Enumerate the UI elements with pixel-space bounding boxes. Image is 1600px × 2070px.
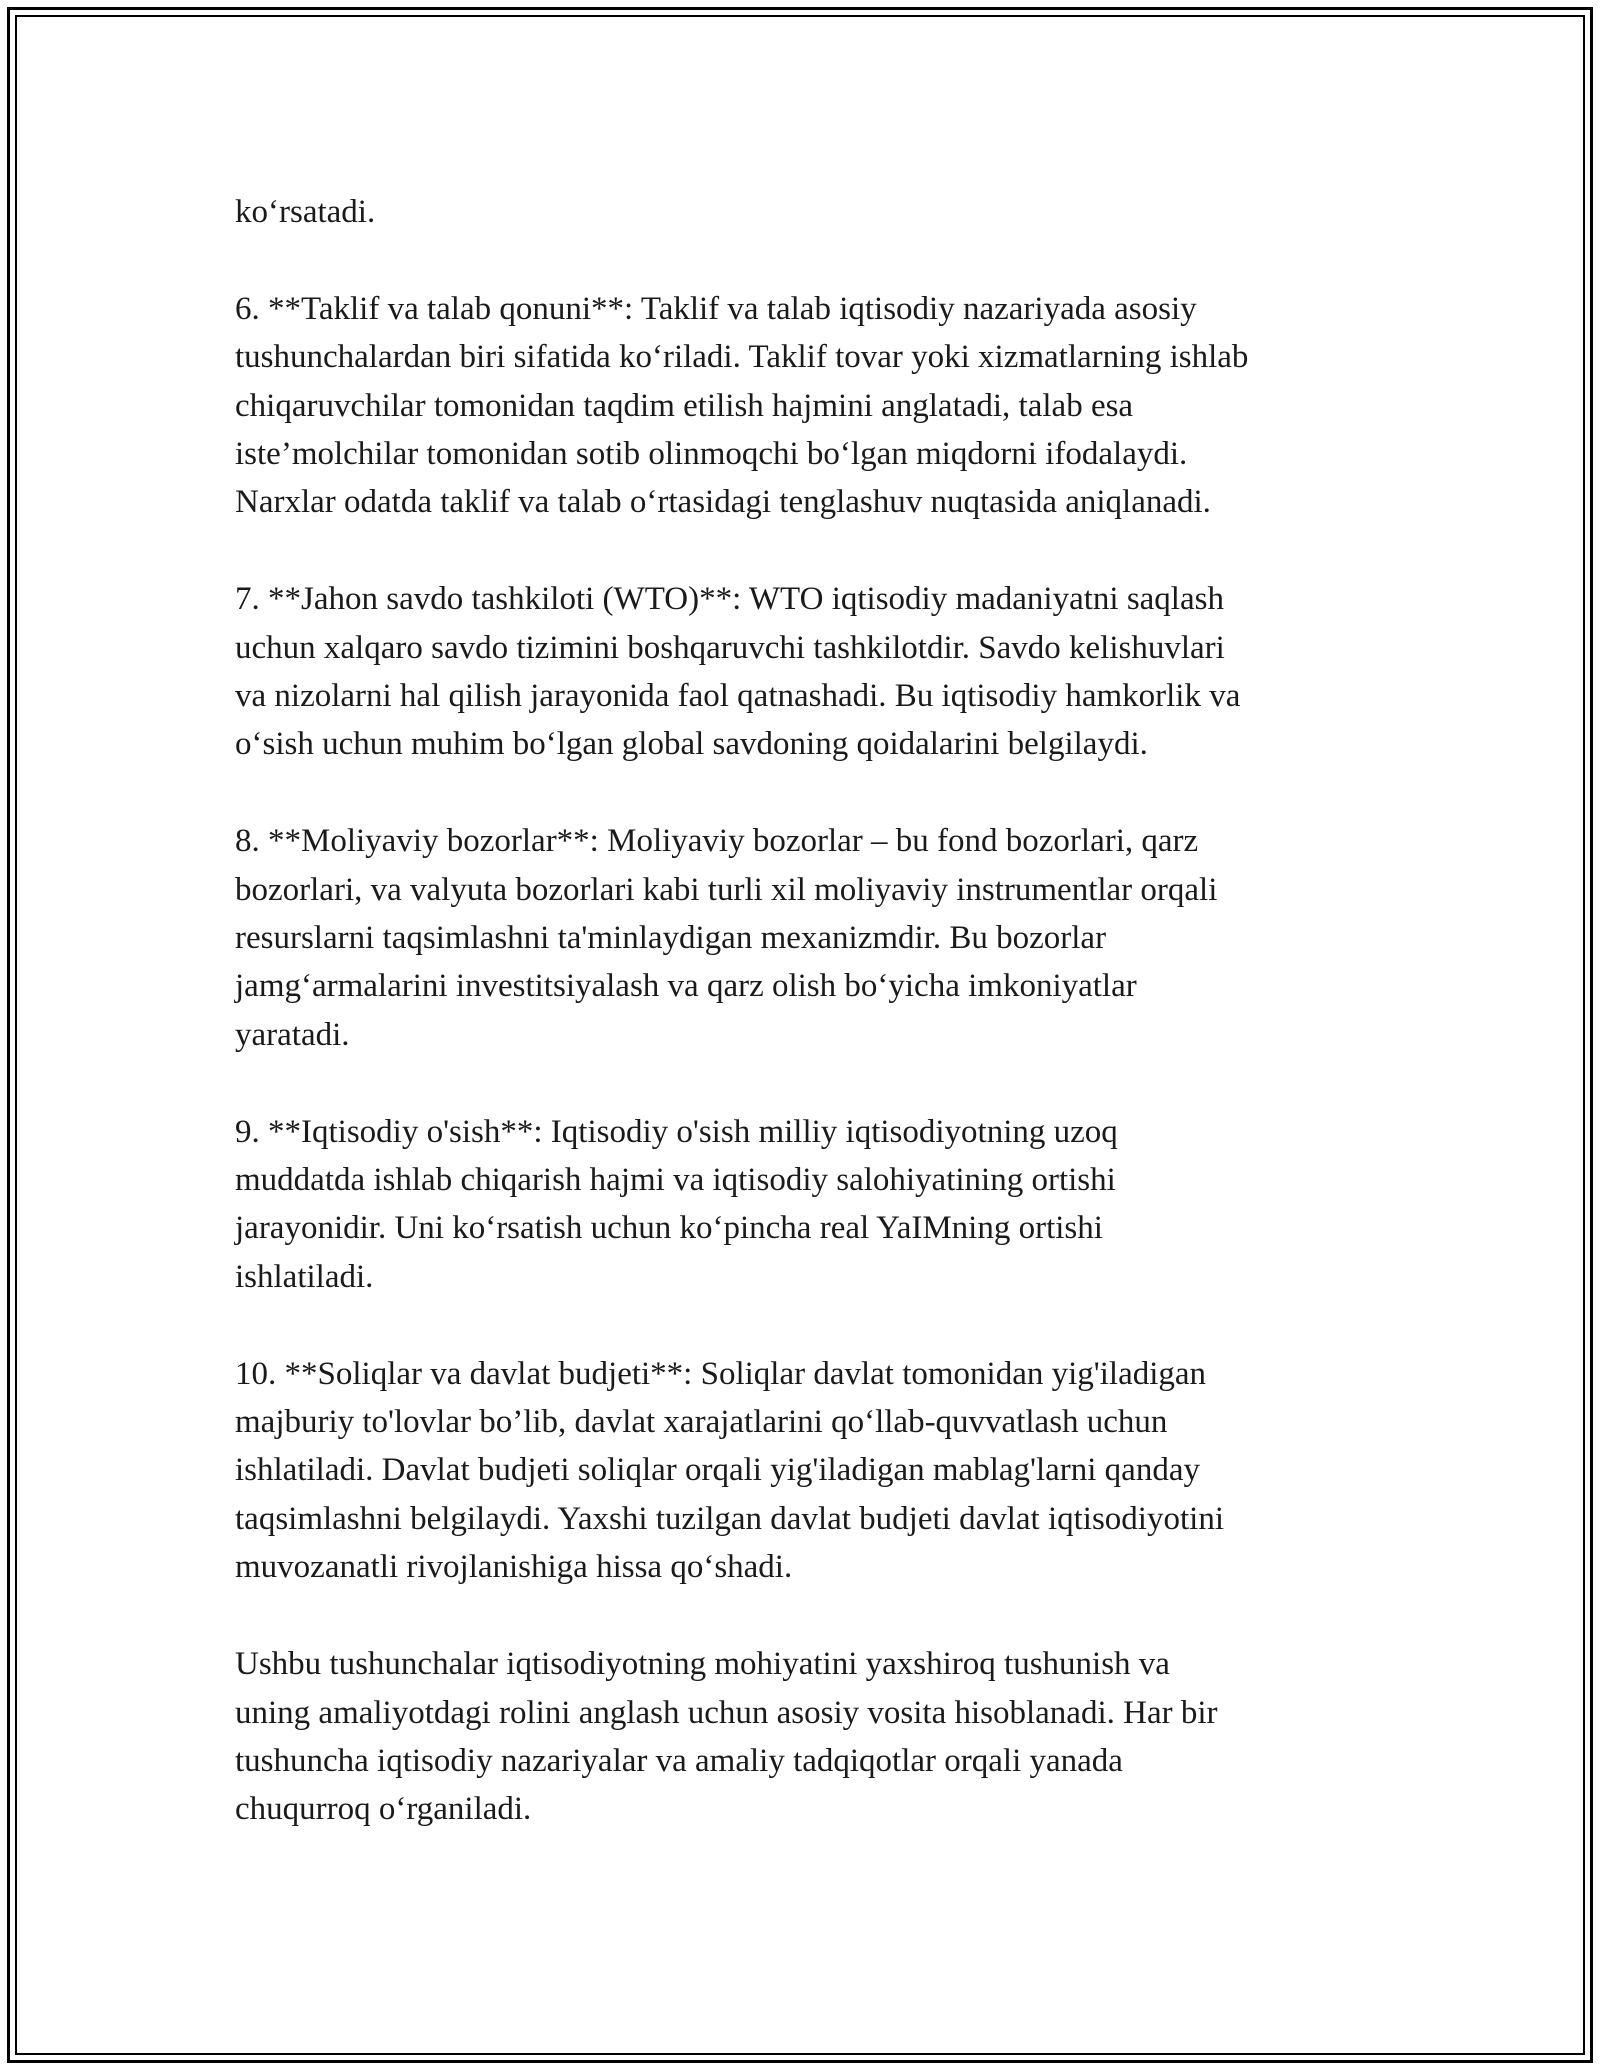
text-line: yaratadi. bbox=[235, 1016, 350, 1053]
text-line: jarayonidir. Uni ko‘rsatish uchun ko‘pincha real YaIMning ortishi bbox=[235, 1210, 1103, 1247]
text-line: 9. **Iqtisodiy o'sish**: Iqtisodiy o'sish milliy iqtisodiyotning uzoq bbox=[235, 1113, 1118, 1150]
paragraph-item-7 bbox=[235, 575, 1380, 769]
paragraph-item-6 bbox=[235, 285, 1380, 527]
text-line: ishlatiladi. Davlat budjeti soliqlar orqali yig'iladigan mablag'larni qanday bbox=[235, 1452, 1200, 1489]
text-line: 7. **Jahon savdo tashkiloti (WTO)**: WTO iqtisodiy madaniyatni saqlash bbox=[235, 581, 1224, 618]
paragraph-item-10 bbox=[235, 1350, 1380, 1592]
text-line: iste’molchilar tomonidan sotib olinmoqchi bo‘lgan miqdorni ifodalaydi. bbox=[235, 436, 1188, 473]
text-line: ko‘rsatadi. bbox=[235, 194, 376, 230]
text-line: chiqaruvchilar tomonidan taqdim etilish hajmini anglatadi, talab esa bbox=[235, 387, 1134, 424]
text-line: 10. **Soliqlar va davlat budjeti**: Soliqlar davlat tomonidan yig'iladigan bbox=[235, 1355, 1207, 1392]
text-line: uning amaliyotdagi rolini anglash uchun asosiy vosita hisoblanadi. Har bir bbox=[235, 1694, 1218, 1731]
text-line: resurslarni taqsimlashni ta'minlaydigan mexanizmdir. Bu bozorlar bbox=[235, 920, 1107, 957]
text-line: uchun xalqaro savdo tizimini boshqaruvchi tashkilotdir. Savdo kelishuvlari bbox=[235, 629, 1225, 666]
text-line: ishlatiladi. bbox=[235, 1258, 374, 1295]
paragraph-continuation bbox=[235, 188, 1380, 236]
document-body bbox=[235, 188, 1380, 1882]
text-line: tushuncha iqtisodiy nazariyalar va amaliy tadqiqotlar orqali yanada bbox=[235, 1742, 1123, 1779]
paragraph-conclusion bbox=[235, 1640, 1380, 1834]
text-line: Narxlar odatda taklif va talab o‘rtasidagi tenglashuv nuqtasida aniqlanadi. bbox=[235, 484, 1211, 521]
text-line: chuqurroq o‘rganiladi. bbox=[235, 1791, 532, 1828]
text-line: 6. **Taklif va talab qonuni**: Taklif va talab iqtisodiy nazariyada asosiy bbox=[235, 290, 1197, 327]
paragraph-item-9 bbox=[235, 1108, 1380, 1302]
text-line: bozorlari, va valyuta bozorlari kabi turli xil moliyaviy instrumentlar orqali bbox=[235, 871, 1218, 908]
text-line: tushunchalardan biri sifatida ko‘riladi. Taklif tovar yoki xizmatlarning ishlab bbox=[235, 339, 1249, 376]
text-line: 8. **Moliyaviy bozorlar**: Moliyaviy bozorlar – bu fond bozorlari, qarz bbox=[235, 823, 1199, 860]
text-line: taqsimlashni belgilaydi. Yaxshi tuzilgan davlat budjeti davlat iqtisodiyotini bbox=[235, 1500, 1224, 1537]
paragraph-item-8 bbox=[235, 817, 1380, 1059]
text-line: o‘sish uchun muhim bo‘lgan global savdoning qoidalarini belgilaydi. bbox=[235, 726, 1148, 763]
text-line: majburiy to'lovlar bo’lib, davlat xarajatlarini qo‘llab-quvvatlash uchun bbox=[235, 1404, 1168, 1441]
text-line: jamg‘armalarini investitsiyalash va qarz olish bo‘yicha imkoniyatlar bbox=[235, 968, 1137, 1005]
text-line: muvozanatli rivojlanishiga hissa qo‘shadi. bbox=[235, 1549, 793, 1586]
text-line: Ushbu tushunchalar iqtisodiyotning mohiyatini yaxshiroq tushunish va bbox=[235, 1646, 1170, 1683]
text-line: va nizolarni hal qilish jarayonida faol qatnashadi. Bu iqtisodiy hamkorlik va bbox=[235, 678, 1241, 715]
text-line: muddatda ishlab chiqarish hajmi va iqtisodiy salohiyatining ortishi bbox=[235, 1162, 1116, 1199]
